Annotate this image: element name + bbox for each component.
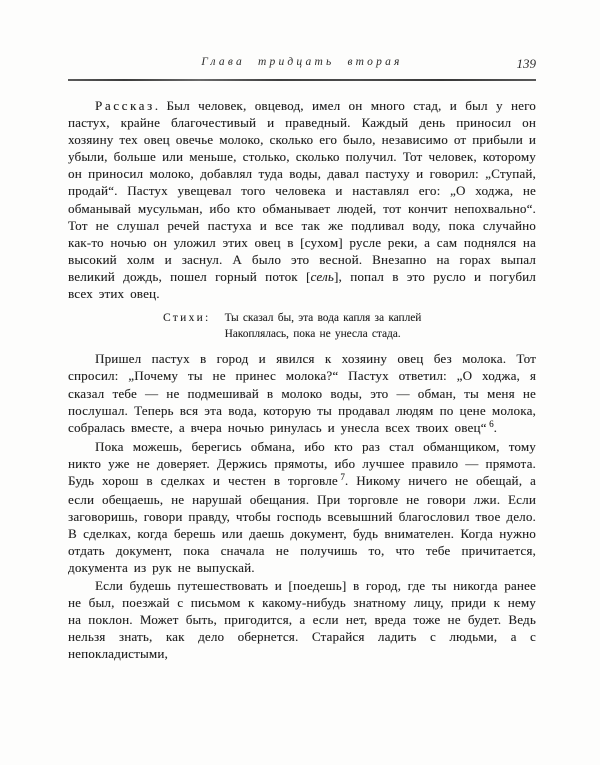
text-run: Если будешь путешествовать и [поедешь] в город, где ты никогда ранее не был, поезжай с письмом к какому-нибудь знатному лицу, приди к нему на поклон. Может быть, пригодится, а если нет, вреда тоже не будет. Ведь нельзя знать, как дело обернется. Старайся ладить с людьми, а с непокладистыми,	[68, 577, 536, 661]
text-run: Пришел пастух в город и явился к хозяину овец без молока. Тот спросил: „Почему ты не принес молока?“ Пастух ответил: „О ходжа, я сказал тебе — не подмешивай в молоко воды, это — обман, ты меня не послушал. Теперь вся эта вода, которую ты продавал людям по цене молока, собралась вместе, а вчера ночью ринулась и унесла всех твоих овец“	[68, 351, 536, 435]
verse-line: Ты сказал бы, эта вода капля за каплей	[224, 312, 422, 325]
chapter-running-title: Глава тридцать вторая	[201, 56, 403, 68]
footnote-marker: 7	[340, 472, 345, 483]
verse-line: Накоплялась, пока не унесла стада.	[224, 327, 401, 340]
text-run: . Был человек, овцевод, имел он много стад, и был у него пастух, крайне благочестивый и праведный. Каждый день приносил он хозяину тех овец овечье молоко, сколько его было, независимо от прибыли и убыли, больше или меньше, столько, сколько получил. Тот человек, которому он приносил молоко, добавлял туда воды, давал пастуху и говорил: „Ступай, продай“. Пастух увещевал того человека и наставлял его: „О ходжа, не обманывай мусульман, ибо кто обманывает людей, тот кончит непохвально“. Тот не слушал речей пастуха и все так же подливал воду, пока случайно как-то ночью он уложил этих овец в [сухом] русле реки, а сам поднялся на высокий холм и заснул. А было это весной. Внезапно на горах выпал великий дождь, пошел горный поток [	[68, 98, 536, 284]
paragraph	[68, 577, 536, 662]
footnote-marker: 6	[489, 419, 494, 430]
page-number: 139	[516, 56, 536, 71]
text-run: Пока можешь, берегись обмана, ибо кто раз стал обманщиком, тому никто уже не доверяет. Держись прямоты, ибо лучшее правило — прямота. Будь хорош в сделках и честен в торговле	[68, 438, 536, 488]
paragraph	[68, 438, 536, 577]
text-run: ], попал в это русло и погубил всех этих овец.	[68, 268, 536, 302]
verse-block	[163, 311, 536, 342]
running-head	[68, 56, 536, 74]
paragraph	[68, 97, 536, 302]
verse-label: Стихи:	[163, 312, 211, 325]
text-run: .	[493, 419, 498, 435]
text-run: сель	[310, 268, 334, 284]
text-run: Рассказ	[95, 98, 155, 113]
text-block	[68, 97, 536, 662]
paragraph	[68, 350, 536, 437]
header-rule	[68, 79, 536, 81]
verse-lines	[225, 311, 422, 342]
text-run: . Никому ничего не обещай, а если обещаешь, не нарушай обещания. При торговле не говори лжи. Если заговоришь, говори правду, чтобы господь всевышний благословил твое дело. В сделках, когда берешь или даешь документ, будь внимателен. Когда нужно отдать документ, пока сначала не получишь то, что тебе причитается, документа из рук не выпускай.	[68, 472, 536, 576]
